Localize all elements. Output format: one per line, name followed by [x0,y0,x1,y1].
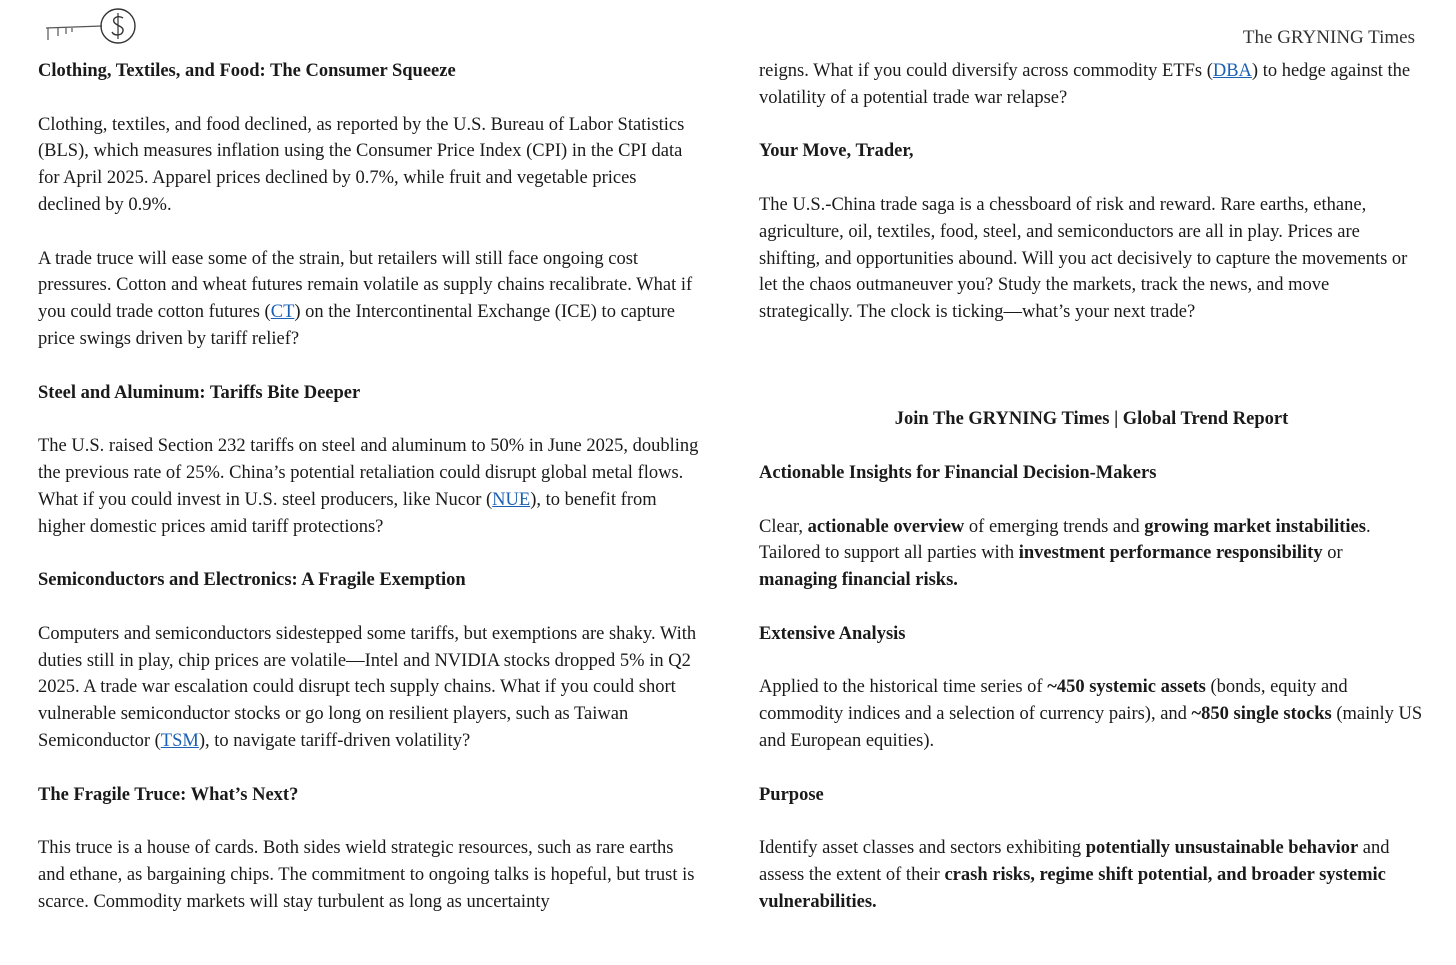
left-column [38,58,703,942]
section-heading: Extensive Analysis [759,623,906,644]
section-heading: The Fragile Truce: What’s Next? [38,784,299,805]
section-heading: Clothing, Textiles, and Food: The Consumer Squeeze [38,61,456,81]
ticker-link-ct[interactable]: CT [270,302,295,323]
paragraph: Computers and semiconductors sidestepped some tariffs, but exemptions are shaky. With duties still in play, chip prices are volatile—Intel and NVIDIA stocks dropped 5% in Q2 2025. A trade war escalation could disrupt tech supply chains. What if you could short vulnerable semiconductor stocks or go long on resilient players, such as Taiwan Semiconductor (TSM), to navigate tariff-driven volatility? [38,623,697,751]
ticker-link-nue[interactable]: NUE [492,489,531,510]
paragraph: A trade truce will ease some of the strain, but retailers will still face ongoing cost pressures. Cotton and wheat futures remain volatile as supply chains recalibrate. What if you could trade cotton futures (CT) on the Intercontinental Exchange (ICE) to capture price swings driven by tariff relief? [38,248,693,349]
paragraph: Clothing, textiles, and food declined, as reported by the U.S. Bureau of Labor Statistics (BLS), which measures inflation using the Consumer Price Index (CPI) in the CPI data for April 2025. Apparel prices declined by 0.7%, while fruit and vegetable prices declined by 0.9%. [38,114,685,215]
publication-name: The GRYNING Times [1242,27,1415,48]
ticker-link-tsm[interactable]: TSM [160,730,199,751]
paragraph: Identify asset classes and sectors exhibiting potentially unsustainable behavior and assess the extent of their crash risks, regime shift potential, and broader systemic vulnerabilities. [759,838,1390,912]
paragraph: The U.S. raised Section 232 tariffs on steel and aluminum to 50% in June 2025, doubling the previous rate of 25%. China’s potential retaliation could disrupt global metal flows. What if you could invest in U.S. steel producers, like Nucor (NUE), to benefit from higher domestic prices amid tariff protections? [38,436,699,537]
section-heading: Semiconductors and Electronics: A Fragile Exemption [38,570,466,591]
ticker-link-dba[interactable]: DBA [1212,61,1252,81]
section-heading: Actionable Insights for Financial Decision-Makers [759,462,1157,483]
spacer [759,353,1424,407]
right-column [759,58,1424,942]
paragraph: Clear, actionable overview of emerging trends and growing market instabilities. Tailored to support all parties with investment performance responsibility or managing financial risks. [759,516,1371,591]
join-heading: Join The GRYNING Times | Global Trend Report [894,409,1289,430]
section-heading: Steel and Aluminum: Tariffs Bite Deeper [38,382,361,403]
dollar-sign-circle-icon [42,6,138,46]
paragraph: The U.S.-China trade saga is a chessboard of risk and reward. Rare earths, ethane, agriculture, oil, textiles, food, steel, and semiconductors are all in play. Prices are shifting, and opportunities abound. Will you act decisively to capture the movements or let the chaos outmaneuver you? Study the markets, track the news, and move strategically. The clock is ticking—what’s your next trade? [759,194,1408,323]
paragraph: reigns. What if you could diversify across commodity ETFs (DBA) to hedge against the volatility of a potential trade war relapse? [759,61,1411,108]
section-heading: Purpose [759,784,824,805]
paragraph: Applied to the historical time series of ~450 systemic assets (bonds, equity and commodity indices and a selection of currency pairs), and ~850 single stocks (mainly US and European equities). [759,677,1423,751]
paragraph: This truce is a house of cards. Both sides wield strategic resources, such as rare earths and ethane, as bargaining chips. The commitment to ongoing talks is hopeful, but trust is scarce. Commodity markets will stay turbulent as long as uncertainty [38,838,695,912]
section-heading: Your Move, Trader, [759,141,914,162]
